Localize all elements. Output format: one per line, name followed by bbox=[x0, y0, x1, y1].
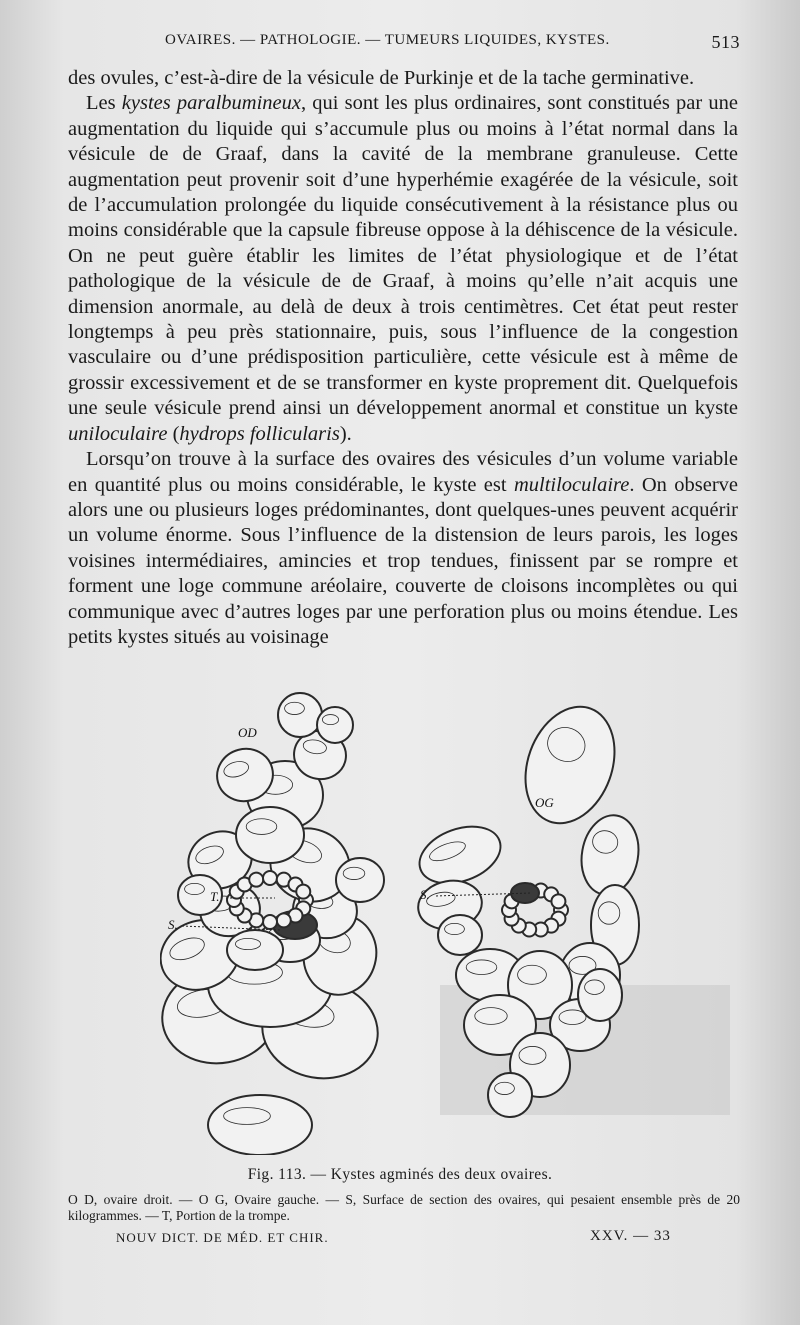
caption-prefix: Fig. 113. bbox=[247, 1166, 307, 1183]
label-s-right: S. bbox=[420, 887, 430, 902]
body-text bbox=[68, 66, 738, 650]
text-run: ). bbox=[339, 422, 352, 445]
label-og: OG bbox=[535, 795, 554, 810]
label-s-left: S. bbox=[168, 917, 178, 932]
left-ovary-drawing bbox=[412, 694, 645, 1117]
paragraph bbox=[68, 447, 738, 650]
cyst-lobe bbox=[488, 1073, 532, 1117]
text-run: ( bbox=[167, 422, 180, 445]
cyst-lobe bbox=[227, 930, 283, 970]
figure-ovarian-cysts bbox=[160, 685, 650, 1155]
running-title: OVAIRES. — PATHOLOGIE. — TUMEURS LIQUIDES, KYSTES. bbox=[165, 32, 610, 48]
italic-run: hydrops follicularis bbox=[179, 422, 340, 445]
figure-caption bbox=[0, 1166, 800, 1184]
small-cyst bbox=[263, 915, 277, 929]
footer-volume: XXV. — 33 bbox=[590, 1228, 671, 1244]
figure-legend: O D, ovaire droit. — O G, Ovaire gauche. — S, Surface de section des ovaires, qui pesaient ensemble près de 20 kilogrammes. — T, Portion de la trompe. bbox=[68, 1192, 740, 1223]
cyst-lobe bbox=[278, 693, 322, 737]
text-run: Lorsqu’on trouve à la surface des ovaires des vésicules d’un volume variable en quantité plus ou moins considérable, le kyste est bbox=[68, 448, 738, 496]
cyst-lobe bbox=[336, 858, 384, 902]
small-cyst bbox=[296, 885, 310, 899]
caption-text: — Kystes agminés des deux ovaires. bbox=[310, 1166, 553, 1183]
cyst-lobe bbox=[236, 807, 304, 863]
small-cyst bbox=[263, 871, 277, 885]
cyst-lobe bbox=[317, 707, 353, 743]
small-cyst bbox=[249, 873, 263, 887]
label-od: OD bbox=[238, 725, 257, 740]
italic-run: multiloculaire bbox=[513, 473, 630, 496]
text-run: . On observe alors une ou plusieurs loges prédominantes, dont quelques-unes peuvent acquérir un volume énorme. Sous l’influence de la distension de leurs parois, les loges voisines intermédiaires, amincies et trop tendues, finissent par se rompre et forment une loge commune aréolaire, couverte de cloisons incomplètes ou qui communique avec d’autres loges par une perforation plus ou moins étendue. Les petits kystes situés au voisinage bbox=[68, 473, 739, 648]
footer-signature: NOUV DICT. DE MÉD. ET CHIR. bbox=[116, 1230, 329, 1245]
paragraph bbox=[68, 66, 738, 91]
small-cyst bbox=[551, 894, 565, 908]
text-run: des ovules, c’est-à-dire de la vésicule de Purkinje et de la tache germinative. bbox=[68, 67, 695, 89]
text-run: Les bbox=[86, 92, 122, 115]
cyst-lobe bbox=[438, 915, 482, 955]
cyst-lobe bbox=[578, 969, 622, 1021]
text-run: , qui sont les plus ordinaires, sont constitués par une augmentation du liquide qui s’accumule plus ou moins à l’état normal dans la vésicule de de Graaf, dans la cavité de la membrane granuleuse. Cette augmentation peut provenir soit d’une hyperhémie exagérée de la vésicule, soit de l’accumulation prolongée du liquide consécutivement à la résistance plus ou moins considérable que la capsule fibreuse oppose à la déhiscence de la vésicule. On ne peut guère établir les limites de l’état physiologique et de l’état pathologique de la vésicule de de Graaf, à moins qu’elle n’ait acquis une dimension anormale, au delà de deux à trois centimètres. Cet état peut rester longtemps à peu près stationnaire, puis, sous l’influence de la congestion vasculaire ou d’une prédisposition particulière, cette vésicule est à même de grossir excessivement et de se transformer en kyste proprement dit. Quelquefois une seule vésicule prend ainsi un développement anormal et constitue un kyste bbox=[68, 92, 738, 420]
paragraph bbox=[68, 91, 738, 447]
italic-run: uniloculaire bbox=[68, 422, 168, 445]
cyst-lobe bbox=[208, 1095, 312, 1155]
page-number: 513 bbox=[711, 32, 740, 52]
right-ovary-drawing bbox=[160, 693, 385, 1155]
label-t: T. bbox=[210, 889, 220, 904]
italic-run: kystes paralbumineux bbox=[121, 92, 302, 115]
small-cyst bbox=[277, 913, 291, 927]
